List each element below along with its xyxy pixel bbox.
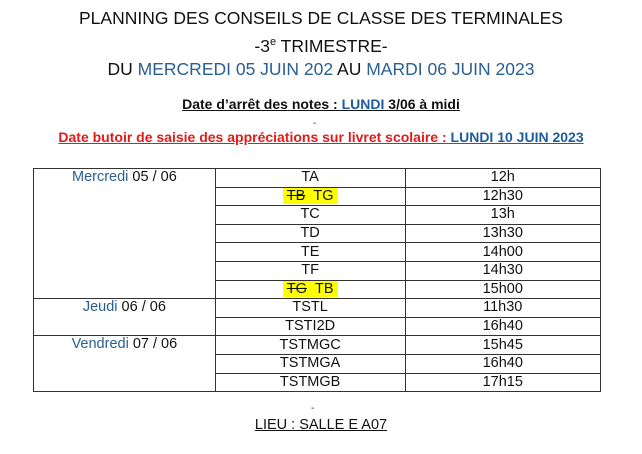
table-row: [34, 336, 601, 355]
class-cell: [215, 280, 405, 299]
table-row: [34, 169, 601, 188]
time-cell: 16h40: [405, 354, 601, 373]
date-range: DU MERCREDI 05 JUIN 202 AU MARDI 06 JUIN 2023: [107, 59, 535, 79]
class-cell: TSTMGA: [215, 354, 405, 373]
time-cell: 17h15: [405, 373, 601, 392]
location-text: LIEU : SALLE E A07: [254, 417, 388, 433]
class-cell: TC: [215, 206, 405, 225]
schedule-table: [33, 168, 601, 392]
trimestre-heading: -3e TRIMESTRE-: [254, 36, 388, 56]
time-cell: 12h30: [405, 187, 601, 206]
class-cell: TE: [215, 243, 405, 262]
class-cell: TA: [215, 169, 405, 188]
time-cell: 14h30: [405, 261, 601, 280]
time-cell: 15h00: [405, 280, 601, 299]
table-row: [34, 299, 601, 318]
page-title: PLANNING DES CONSEILS DE CLASSE DES TERMINALES: [79, 8, 563, 28]
class-cell: [215, 187, 405, 206]
class-cell: TSTI2D: [215, 317, 405, 336]
time-cell: 16h40: [405, 317, 601, 336]
time-cell: 12h: [405, 169, 601, 188]
time-cell: 13h: [405, 206, 601, 225]
appraisal-deadline: Date butoir de saisie des appréciations sur livret scolaire : LUNDI 10 JUIN 2023: [58, 129, 584, 145]
swapped-class-highlight: TB TG: [283, 188, 338, 204]
class-cell: TSTL: [215, 299, 405, 318]
time-cell: 11h30: [405, 299, 601, 318]
stray-mark: -: [313, 118, 317, 129]
time-cell: 15h45: [405, 336, 601, 355]
class-cell: TSTMGB: [215, 373, 405, 392]
class-cell: TF: [215, 261, 405, 280]
day-cell-friday: Vendredi 07 / 06: [34, 336, 216, 392]
class-cell: TSTMGC: [215, 336, 405, 355]
stray-mark: -: [311, 403, 315, 414]
time-cell: 14h00: [405, 243, 601, 262]
swapped-class-highlight: TG TB: [283, 281, 338, 297]
day-cell-wednesday: Mercredi 05 / 06: [34, 169, 216, 299]
notes-deadline: Date d’arrêt des notes : LUNDI 3/06 à midi: [182, 96, 460, 112]
time-cell: 13h30: [405, 224, 601, 243]
class-cell: TD: [215, 224, 405, 243]
day-cell-thursday: Jeudi 06 / 06: [34, 299, 216, 336]
